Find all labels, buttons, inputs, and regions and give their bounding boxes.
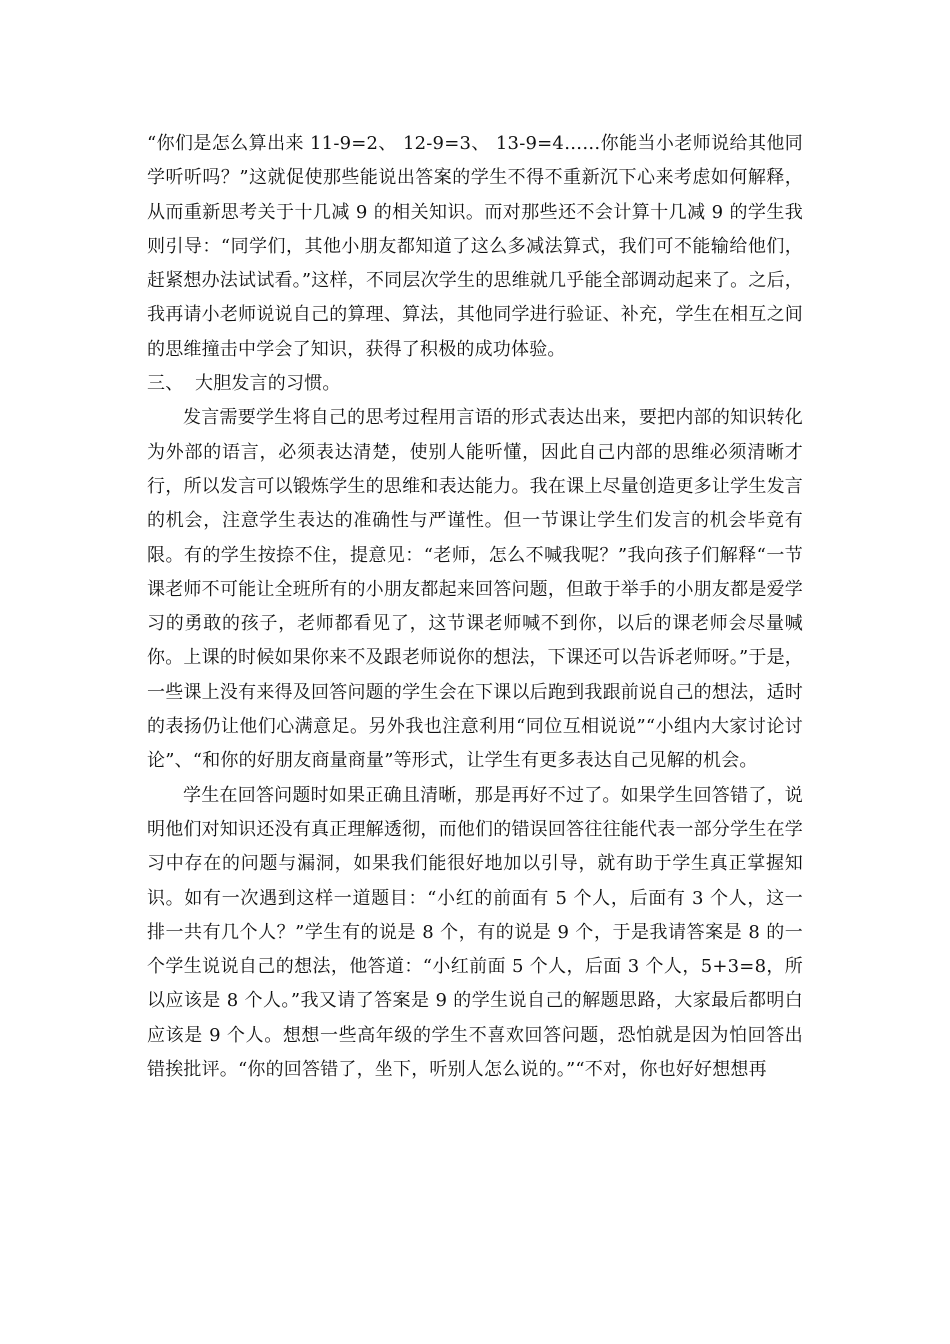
paragraph-speaking: 发言需要学生将自己的思考过程用言语的形式表达出来，要把内部的知识转化为外部的语言，必须表达清楚，使别人能听懂，因此自己内部的思维必须清晰才行，所以发言可以锻炼学生的思维和表达能力。我在课上尽量创造更多让学生发言的机会，注意学生表达的准确性与严谨性。但一节课让学生们发言的机会毕竟有限。有的学生按捺不住，提意见：“老师，怎么不喊我呢？”我向孩子们解释“一节课老师不可能让全班所有的小朋友都起来回答问题，但敢于举手的小朋友都是爱学习的勇敢的孩子，老师都看见了，这节课老师喊不到你，以后的课老师会尽量喊你。上课的时候如果你来不及跟老师说你的想法，下课还可以告诉老师呀。”于是，一些课上没有来得及回答问题的学生会在下课以后跑到我跟前说自己的想法，适时的表扬仍让他们心满意足。另外我也注意利用“同位互相说说”“小组内大家讨论讨论”、“和你的好朋友商量商量”等形式，让学生有更多表达自己见解的机会。 <box>147 407 803 772</box>
paragraph-answering: 学生在回答问题时如果正确且清晰，那是再好不过了。如果学生回答错了，说明他们对知识还没有真正理解透彻，而他们的错误回答往往能代表一部分学生在学习中存在的问题与漏洞，如果我们能很好地加以引导，就有助于学生真正掌握知识。如有一次遇到这样一道题目：“小红的前面有 5 个人，后面有 3 个人，这一排一共有几个人？”学生有的说是 8 个，有的说是 9 个，于是我请答案是 8 的一个学生说说自己的想法，他答道：“小红前面 5 个人，后面 3 个人，5+3=8，所以应该是 8 个人。”我又请了答案是 9 的学生说自己的解题思路，大家最后都明白应该是 9 个人。想想一些高年级的学生不喜欢回答问题，恐怕就是因为怕回答出错挨批评。“你的回答错了，坐下，听别人怎么说的。”“不对，你也好好想想再 <box>147 784 803 1081</box>
section-number: 三、 <box>147 373 184 395</box>
section-title: 大胆发言的习惯。 <box>195 373 341 395</box>
paragraph-continued: “你们是怎么算出来 11-9=2、 12-9=3、 13-9=4……你能当小老师说给其他同学听听吗？”这就促使那些能说出答案的学生不得不重新沉下心来考虑如何解释，从而重新思考关于十几减 9 的相关知识。而对那些还不会计算十几减 9 的学生我则引导：“同学们，其他小朋友都知道了这么多减法算式，我们可不能输给他们，赶紧想办法试试看。”这样，不同层次学生的思维就几乎能全部调动起来了。之后，我再请小老师说说自己的算理、算法，其他同学进行验证、补充，学生在相互之间的思维撞击中学会了知识，获得了积极的成功体验。 <box>147 133 803 360</box>
document-body <box>147 127 803 1087</box>
section-heading <box>147 367 803 401</box>
